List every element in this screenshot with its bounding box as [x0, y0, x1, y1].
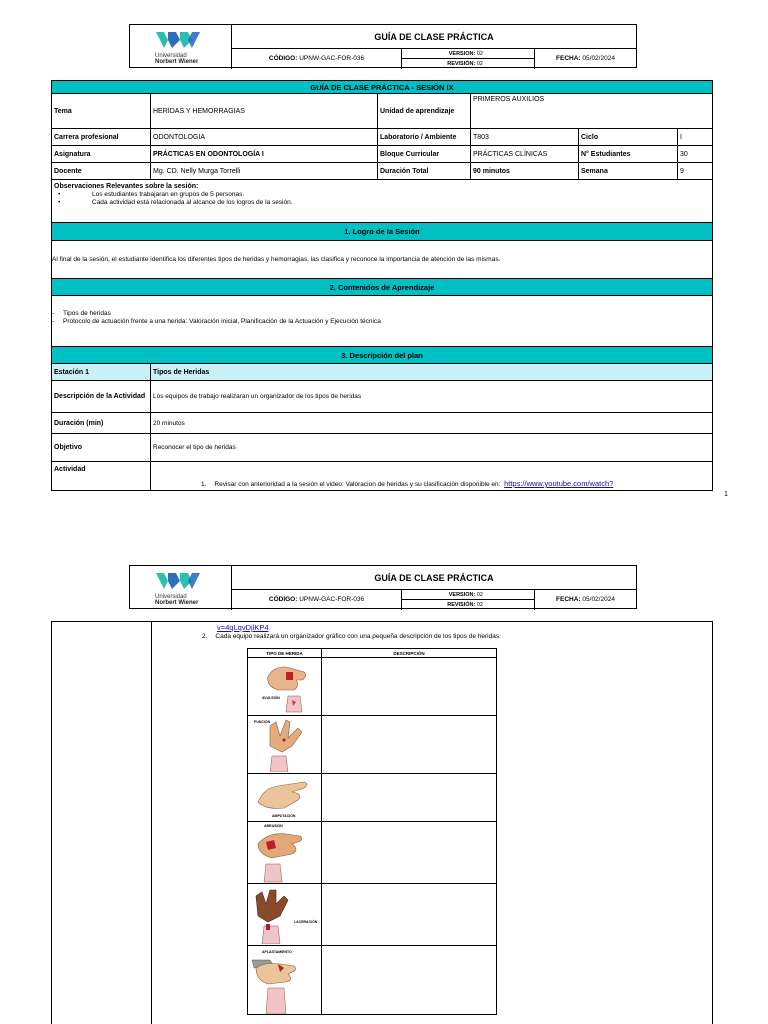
list-item: - Protocolo de actuación frente a una herida: Valoración inicial, Planificación de la Actuación y Ejecución técnica: [52, 318, 710, 326]
header-fecha: FECHA: 05/02/2024: [556, 55, 615, 62]
obs-title: Observaciones Relevantes sobre la sesión:: [54, 183, 199, 190]
section-plan-title: 3. Descripción del plan: [52, 347, 712, 363]
carrera-value: ODONTOLOGIA: [151, 129, 378, 145]
wound-description-cell: [322, 884, 496, 945]
university-logo: [130, 566, 232, 610]
semana-label: Semana: [579, 163, 678, 179]
bloque-label: Bloque Curricular: [378, 146, 471, 162]
estudiantes-value: 30: [680, 150, 688, 158]
logo-mark-icon: [154, 569, 206, 591]
ciclo-value: I: [680, 133, 682, 141]
asignatura-label: Asignatura: [52, 146, 151, 162]
table-row: [248, 822, 496, 884]
header-title: GUÍA DE CLASE PRÁCTICA: [232, 566, 636, 590]
wound-image-abrasion: ABRASIÓN: [248, 822, 322, 883]
lab-label: Laboratorio / Ambiente: [378, 129, 471, 145]
descripcion-label: Descripción de la Actividad: [52, 381, 151, 412]
wound-col-type: TIPO DE HERIDA: [248, 649, 322, 657]
estacion-label: Estación 1: [52, 364, 151, 380]
wound-description-cell: [322, 658, 496, 715]
hand-wound-icon: [252, 828, 312, 884]
actividad-item-2: 2. Cada equipo realizará un organizador gráfico con una pequeña descripción de los tipos de heridas:: [202, 633, 501, 640]
actividad-item-1: 1. Revisar con anterioridad a la sesión el video: Valoracion de heridas y su clasificación disponible en: https://www.youtube.com/watch?: [201, 479, 614, 488]
actividad-label: Actividad: [52, 462, 151, 490]
logro-text: Al final de la sesión, el estudiante identifica los diferentes tipos de heridas y hemorragias, las clasifica y reconoce la importancia de atención de las mismas.: [52, 256, 501, 263]
wound-image-amputacion: AMPUTACIÓN: [248, 774, 322, 821]
unidad-label: Unidad de aprendizaje: [378, 94, 471, 128]
lab-value: T803: [471, 129, 579, 145]
table-row: [248, 774, 496, 822]
wound-image-puncion: PUNCIÓN: [248, 716, 322, 773]
wound-description-cell: [322, 774, 496, 821]
estudiantes-label: N° Estudiantes: [579, 146, 678, 162]
table-row: [248, 716, 496, 774]
section-contenidos-title: 2. Contenidos de Aprendizaje: [52, 279, 712, 295]
hand-wound-icon: [254, 776, 316, 816]
header-version-revision: VERSION: 02 REVISIÓN: 02: [402, 590, 535, 610]
university-name-line2: Norbert Wiener: [155, 59, 199, 65]
header-version-revision: VERSION: 02 REVISIÓN: 02: [402, 49, 535, 69]
wound-description-cell: [322, 822, 496, 883]
bloque-value: PRÁCTICAS CLÍNICAS: [471, 146, 579, 162]
header-title: GUÍA DE CLASE PRÁCTICA: [232, 25, 636, 49]
objetivo-label: Objetivo: [52, 434, 151, 461]
hand-wound-icon: [250, 956, 310, 1014]
estacion-value: Tipos de Heridas: [153, 368, 210, 376]
video-link-continued[interactable]: v=4qLqvDjlKP4: [217, 623, 269, 632]
section-logro-title: 1. Logro de la Sesión: [52, 223, 712, 240]
docente-label: Docente: [52, 163, 151, 179]
docente-value: Mg. CD. Nelly Murga Torrelli: [151, 163, 378, 179]
carrera-label: Carrera profesional: [52, 129, 151, 145]
guide-title: GUÍA DE CLASE PRÁCTICA - SESIÓN IX: [52, 81, 712, 93]
university-name-line1: Universidad: [155, 594, 187, 600]
video-link[interactable]: https://www.youtube.com/watch?: [504, 479, 614, 488]
list-item: - Tipos de heridas: [52, 310, 710, 318]
list-item: • Cada actividad está relacionada al alcance de los logros de la sesión.: [82, 199, 710, 207]
hand-wound-icon: [250, 886, 310, 944]
duracion-value: 90 minutos: [471, 163, 579, 179]
university-name-line2: Norbert Wiener: [155, 600, 199, 606]
unidad-value: PRIMEROS AUXILIOS: [473, 96, 545, 103]
descripcion-value: Los equipos de trabajo realizaran un organizador de los tipos de heridas: [153, 393, 362, 400]
university-name-line1: Universidad: [155, 53, 187, 59]
logo-mark-icon: [154, 28, 206, 50]
observaciones: [52, 180, 712, 223]
header-codigo: CÓDIGO: UPNW-GAC-FOR-036: [232, 590, 402, 610]
wound-image-aplastamiento: APLASTAMIENTO: [248, 946, 322, 1014]
hand-wound-icon: [256, 716, 316, 772]
duracion-label: Duración Total: [378, 163, 471, 179]
document-header-page2: [129, 565, 637, 609]
tema-value: HERIDAS Y HEMORRAGIAS: [151, 94, 378, 128]
document-header: [129, 24, 637, 68]
hand-wound-icon: [256, 658, 316, 714]
guide-table: [51, 80, 713, 491]
semana-value: 9: [680, 167, 684, 175]
header-fecha: FECHA: 05/02/2024: [556, 596, 615, 603]
university-logo: [130, 25, 232, 69]
wound-description-cell: [322, 946, 496, 1014]
tema-label: Tema: [52, 94, 151, 128]
wound-image-laceracion: LACERACIÓN: [248, 884, 322, 945]
ciclo-label: Ciclo: [579, 129, 678, 145]
table-row: [248, 946, 496, 1014]
table-row: [248, 658, 496, 716]
wound-col-description: DESCRIPCIÓN: [393, 650, 425, 656]
asignatura-value: PRÁCTICAS EN ODONTOLOGÍA I: [151, 146, 378, 162]
table-row: [248, 884, 496, 946]
objetivo-value: Reconocer el tipo de heridas: [153, 444, 236, 451]
list-item: • Los estudiantes trabajaran en grupos de 5 personas.: [82, 191, 710, 199]
header-codigo: CÓDIGO: UPNW-GAC-FOR-036: [232, 49, 402, 69]
wound-description-cell: [322, 716, 496, 773]
page-number: 1: [724, 491, 728, 498]
wound-types-table: [247, 648, 497, 1015]
duracion-min-label: Duración (min): [52, 413, 151, 433]
wound-image-avulsion: AVULSIÓN: [248, 658, 322, 715]
contenidos-list: [52, 296, 712, 347]
duracion-min-value: 20 minutos: [153, 419, 185, 427]
